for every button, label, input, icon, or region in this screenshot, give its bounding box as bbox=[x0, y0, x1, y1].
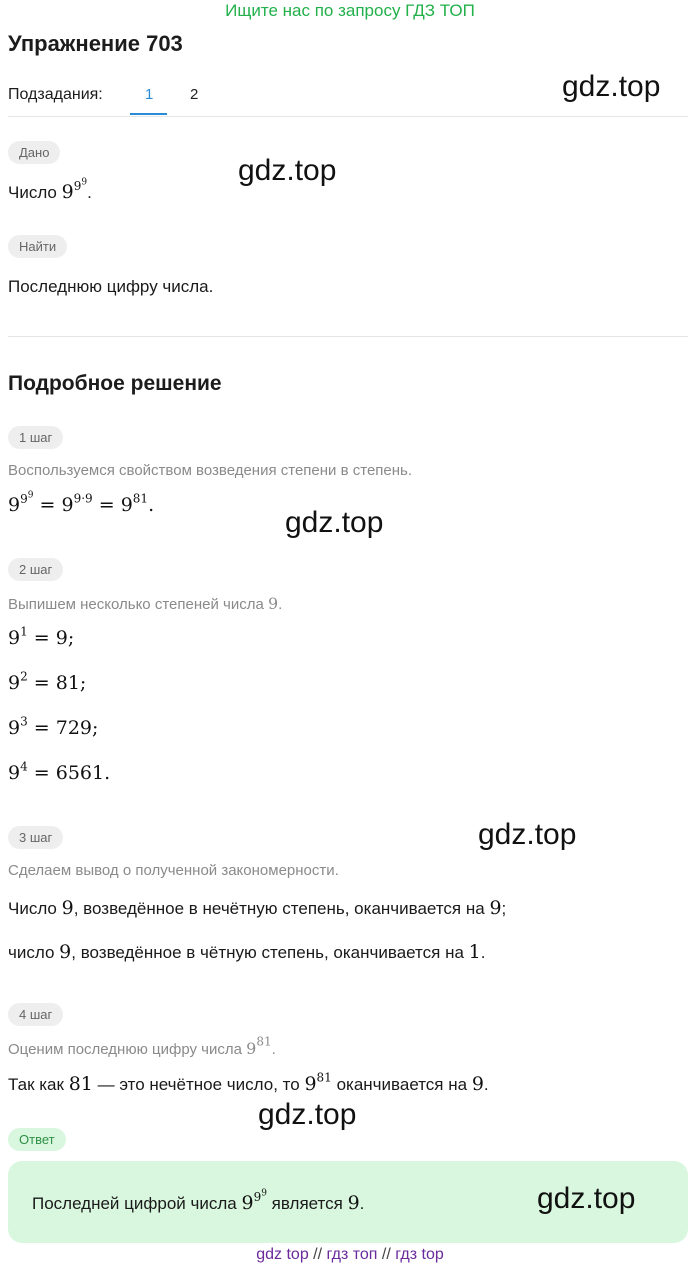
given-chip: Дано bbox=[8, 141, 60, 164]
active-tab-indicator bbox=[130, 113, 167, 115]
divider bbox=[8, 336, 688, 337]
step-2-hint: Выпишем несколько степеней числа 9. bbox=[8, 594, 283, 613]
solution-heading: Подробное решение bbox=[8, 372, 222, 395]
conclusion-line-odd: Число 9, возведённое в нечётную степень, оканчивается на 9; bbox=[8, 897, 507, 919]
footer-separator: // bbox=[381, 1246, 391, 1263]
step-1-hint: Воспользуемся свойством возведения степени в степень. bbox=[8, 462, 413, 479]
watermark: gdz.top bbox=[537, 1182, 636, 1215]
step-2-chip: 2 шаг bbox=[8, 558, 63, 581]
answer-text: Последней цифрой числа $9^{9^9}$ является 9. bbox=[32, 1188, 365, 1214]
step-4-conclusion: Так как 81 — это нечётное число, то $9^{81}$ оканчивается на 9. bbox=[8, 1070, 489, 1095]
watermark: gdz.top bbox=[285, 506, 384, 539]
search-banner: Ищите нас по запросу ГДЗ ТОП bbox=[225, 1, 475, 20]
footer-separator: // bbox=[313, 1246, 323, 1263]
footer-links bbox=[0, 1246, 700, 1264]
divider bbox=[8, 116, 688, 117]
footer-link[interactable]: гдз топ bbox=[326, 1246, 378, 1263]
watermark: gdz.top bbox=[238, 154, 337, 187]
step-1-formula: $9^{9^9} = 9^{9\cdot 9} = 9^{81}$. bbox=[8, 490, 155, 516]
power-line: $9^4 = 6561$. bbox=[8, 759, 111, 784]
subtasks-label: Подзадания: bbox=[8, 86, 103, 103]
find-chip: Найти bbox=[8, 235, 67, 258]
power-line: $9^2 = 81$; bbox=[8, 669, 87, 694]
step-4-hint: Оценим последнюю цифру числа $9^{81}$. bbox=[8, 1034, 276, 1058]
step-3-chip: 3 шаг bbox=[8, 826, 63, 849]
footer-link[interactable]: gdz top bbox=[256, 1246, 309, 1263]
power-line: $9^3 = 729$; bbox=[8, 714, 99, 739]
step-4-chip: 4 шаг bbox=[8, 1003, 63, 1026]
footer-link[interactable]: гдз top bbox=[395, 1246, 444, 1263]
step-1-chip: 1 шаг bbox=[8, 426, 63, 449]
conclusion-line-even: число 9, возведённое в чётную степень, оканчивается на 1. bbox=[8, 941, 486, 963]
step-3-hint: Сделаем вывод о полученной закономерности. bbox=[8, 862, 339, 879]
page-title: Упражнение 703 bbox=[8, 31, 183, 56]
watermark: gdz.top bbox=[562, 70, 661, 103]
given-text: Число $9^{9^9}$. bbox=[8, 177, 92, 203]
find-text: Последнюю цифру числа. bbox=[8, 277, 214, 296]
power-line: $9^1 = 9$; bbox=[8, 624, 75, 649]
tab-subtask-1[interactable]: 1 bbox=[145, 86, 154, 103]
answer-chip: Ответ bbox=[8, 1128, 66, 1151]
tab-subtask-2[interactable]: 2 bbox=[190, 86, 199, 103]
watermark: gdz.top bbox=[478, 818, 577, 851]
watermark: gdz.top bbox=[258, 1098, 357, 1131]
